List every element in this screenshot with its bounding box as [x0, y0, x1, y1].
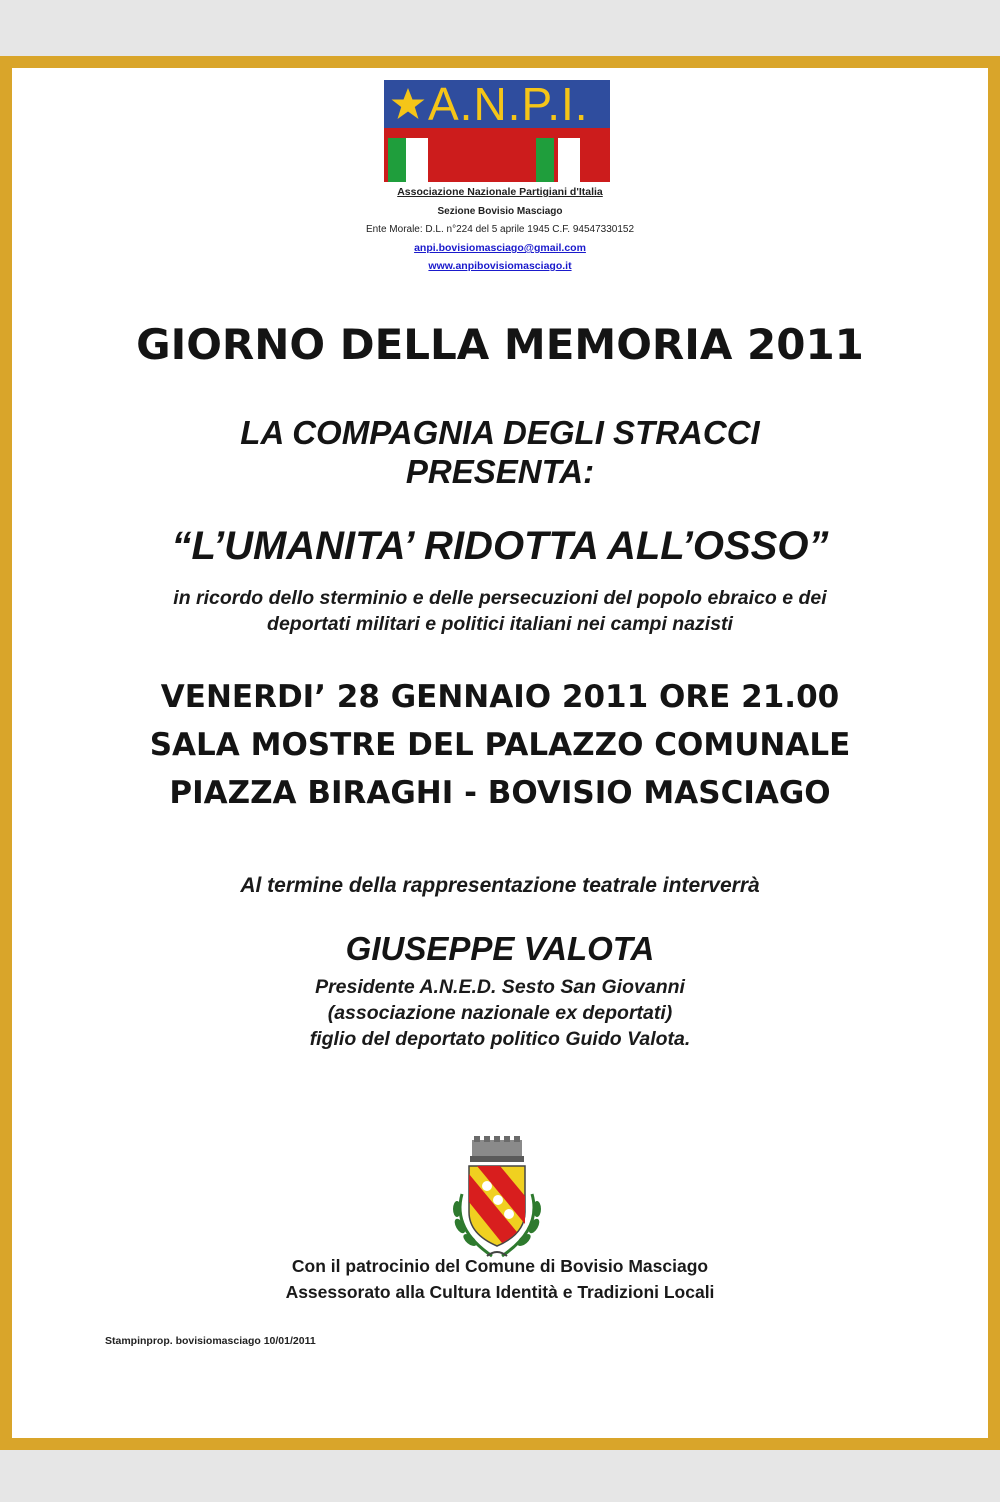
description-line-2: deportati militari e politici italiani nei campi nazisti	[267, 613, 733, 635]
ente-morale: Ente Morale: D.L. n°224 del 5 aprile 1945 C.F. 94547330152	[365, 224, 635, 235]
event-address: PIAZZA BIRAGHI - BOVISIO MASCIAGO	[169, 775, 831, 811]
website-link[interactable]: www.anpibovisiomasciago.it	[428, 260, 572, 272]
email-link[interactable]: anpi.bovisiomasciago@gmail.com	[414, 242, 586, 254]
flag-white-stripe	[406, 138, 428, 182]
flag-green-stripe	[536, 138, 554, 182]
event-date: VENERDI’ 28 GENNAIO 2011 ORE 21.00	[160, 679, 840, 715]
event-venue: SALA MOSTRE DEL PALAZZO COMUNALE	[149, 727, 851, 763]
patronage-line-2: Assessorato alla Cultura Identità e Tradizioni Locali	[285, 1282, 715, 1302]
presenter-line-2: PRESENTA:	[405, 453, 595, 490]
star-icon	[390, 86, 426, 122]
speaker-role-1: Presidente A.N.E.D. Sesto San Giovanni	[315, 976, 685, 998]
logo-banner	[384, 80, 610, 128]
presenter-line-1: LA COMPAGNIA DEGLI STRACCI	[240, 414, 760, 451]
speaker-role-3: figlio del deportato politico Guido Valota.	[309, 1028, 691, 1050]
association-name: Associazione Nazionale Partigiani d'Italia	[397, 186, 603, 198]
poster	[0, 56, 1000, 1450]
coat-of-arms-icon	[442, 1134, 552, 1264]
speaker-role-2: (associazione nazionale ex deportati)	[327, 1002, 673, 1024]
page-title: GIORNO DELLA MEMORIA 2011	[136, 320, 864, 369]
patronage-line-1: Con il patrocinio del Comune di Bovisio Masciago	[291, 1256, 709, 1276]
description-line-1: in ricordo dello sterminio e delle persecuzioni del popolo ebraico e dei	[173, 587, 827, 609]
speaker-name: GIUSEPPE VALOTA	[345, 930, 655, 967]
closing-note: Al termine della rappresentazione teatrale interverrà	[240, 874, 760, 897]
print-credit: Stampinprop. bovisiomasciago 10/01/2011	[105, 1335, 316, 1347]
section-name: Sezione Bovisio Masciago	[437, 206, 563, 217]
flag-white-stripe	[558, 138, 580, 182]
show-title: “L’UMANITA’ RIDOTTA ALL’OSSO”	[171, 524, 829, 568]
logo-title: A.N.P.I.	[428, 80, 589, 130]
anpi-logo	[384, 80, 610, 182]
flag-green-stripe	[388, 138, 406, 182]
